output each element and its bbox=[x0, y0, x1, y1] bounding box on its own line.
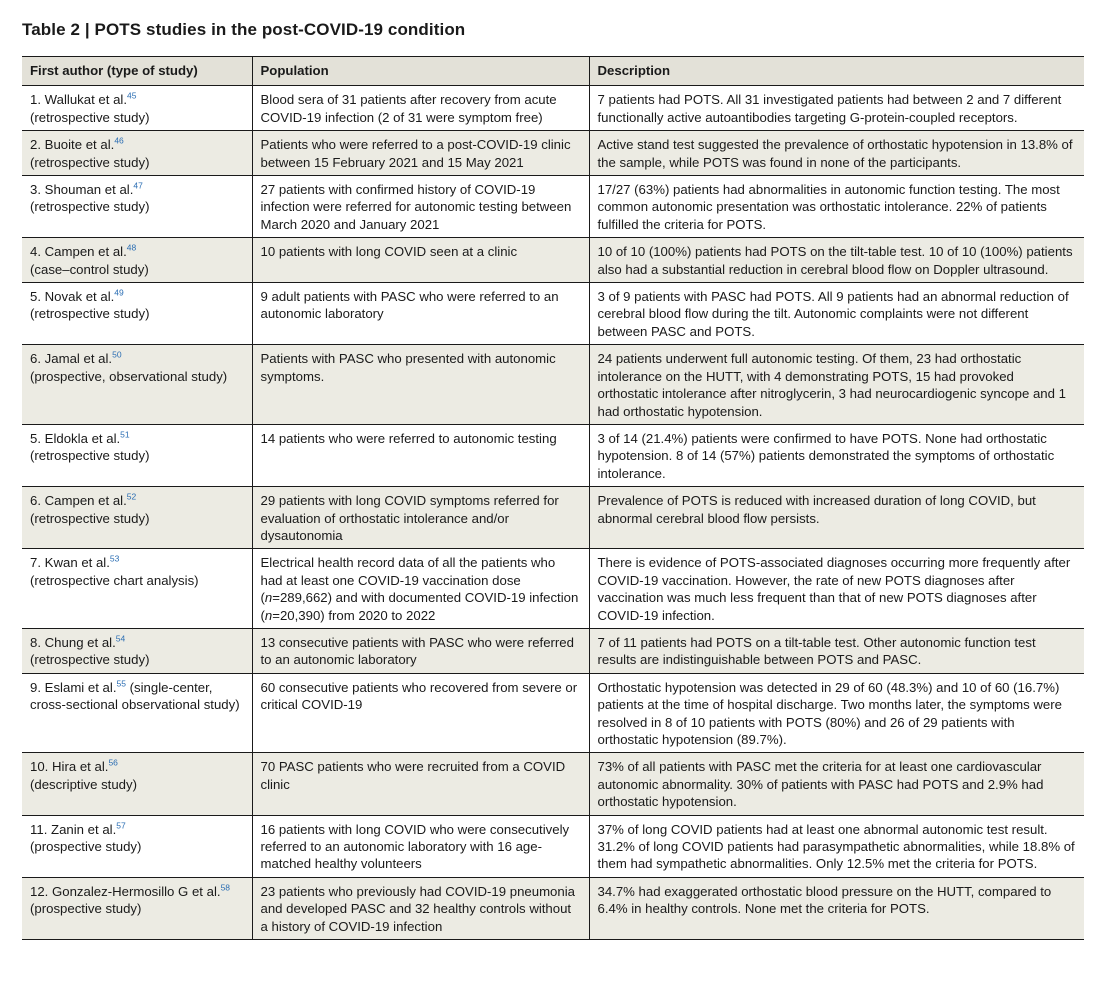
table-row bbox=[22, 815, 1084, 877]
table-row bbox=[22, 283, 1084, 345]
table-row bbox=[22, 549, 1084, 629]
description-cell: 7 of 11 patients had POTS on a tilt-table test. Other autonomic function test results are indistinguishable between POTS and PASC. bbox=[589, 628, 1084, 673]
author-cell bbox=[22, 283, 252, 345]
table-row bbox=[22, 345, 1084, 425]
reference-number: 55 bbox=[116, 678, 126, 689]
study-type: (prospective study) bbox=[30, 901, 142, 917]
description-cell: 24 patients underwent full autonomic testing. Of them, 23 had orthostatic intolerance on the HUTT, with 4 demonstrating POTS, 15 had provoked orthostatic intolerance after nitroglycerin, 3 had neurocardiogenic syncope and 1 had orthostatic hypotension. bbox=[589, 345, 1084, 425]
author-cell bbox=[22, 753, 252, 815]
author-cell bbox=[22, 238, 252, 283]
reference-number: 56 bbox=[108, 758, 118, 769]
table-row bbox=[22, 424, 1084, 486]
author-name: 7. Kwan et al. bbox=[30, 555, 110, 571]
table-header-row bbox=[22, 57, 1084, 86]
author-name: 5. Novak et al. bbox=[30, 289, 115, 305]
author-cell bbox=[22, 487, 252, 549]
population-cell: 16 patients with long COVID who were consecutively referred to an autonomic laboratory with 16 age-matched healthy volunteers bbox=[252, 815, 589, 877]
description-cell: 7 patients had POTS. All 31 investigated patients had between 2 and 7 different functionally active autoantibodies targeting G-protein-coupled receptors. bbox=[589, 86, 1084, 131]
study-type: (retrospective study) bbox=[30, 448, 150, 464]
header-first-author: First author (type of study) bbox=[22, 57, 252, 86]
author-name: 3. Shouman et al. bbox=[30, 182, 134, 198]
author-name: 1. Wallukat et al. bbox=[30, 92, 127, 108]
author-name: 12. Gonzalez-Hermosillo G et al. bbox=[30, 883, 221, 899]
population-n-symbol: n bbox=[264, 590, 273, 606]
author-cell bbox=[22, 176, 252, 238]
reference-number: 58 bbox=[220, 882, 231, 893]
description-cell: 34.7% had exaggerated orthostatic blood pressure on the HUTT, compared to 6.4% in healthy controls. None met the criteria for POTS. bbox=[589, 877, 1084, 939]
population-cell: 23 patients who previously had COVID-19 pneumonia and developed PASC and 32 healthy controls without a history of COVID-19 infection bbox=[252, 877, 589, 939]
table-row bbox=[22, 176, 1084, 238]
population-text: =289,662) and with documented COVID-19 infection ( bbox=[260, 590, 579, 623]
pots-studies-table bbox=[22, 56, 1084, 940]
table-title: Table 2 | POTS studies in the post-COVID-19 condition bbox=[22, 20, 466, 39]
description-cell: 37% of long COVID patients had at least one abnormal autonomic test result. 31.2% of long COVID patients had parasympathetic abnormalities, while 18.8% of them had sympathetic abnormalities. Only 12.5% met the criteria for POTS. bbox=[589, 815, 1084, 877]
population-cell: Blood sera of 31 patients after recovery from acute COVID-19 infection (2 of 31 were symptom free) bbox=[252, 86, 589, 131]
author-cell bbox=[22, 628, 252, 673]
author-name: 4. Campen et al. bbox=[30, 244, 127, 260]
study-type: (retrospective study) bbox=[30, 652, 150, 668]
population-cell: 27 patients with confirmed history of COVID-19 infection were referred for autonomic testing between March 2020 and January 2021 bbox=[252, 176, 589, 238]
description-cell: 3 of 9 patients with PASC had POTS. All 9 patients had an abnormal reduction of cerebral blood flow during the tilt. Autonomic complaints were not different between PASC and POTS. bbox=[589, 283, 1084, 345]
author-name: 5. Eldokla et al. bbox=[30, 430, 121, 446]
table-row bbox=[22, 131, 1084, 176]
reference-number: 49 bbox=[114, 287, 124, 298]
description-cell: 10 of 10 (100%) patients had POTS on the tilt-table test. 10 of 10 (100%) patients also had a substantial reduction in cerebral blood flow on Doppler ultrasound. bbox=[589, 238, 1084, 283]
reference-number: 47 bbox=[133, 180, 143, 191]
study-type: (prospective study) bbox=[30, 839, 142, 855]
header-description: Description bbox=[589, 57, 1084, 86]
reference-number: 57 bbox=[116, 820, 126, 831]
study-type: (descriptive study) bbox=[30, 776, 138, 792]
author-cell bbox=[22, 86, 252, 131]
study-type: (case–control study) bbox=[30, 261, 149, 277]
author-name: 10. Hira et al. bbox=[30, 759, 109, 775]
study-type: (retrospective study) bbox=[30, 510, 150, 526]
study-type: (retrospective study) bbox=[30, 199, 150, 215]
population-cell: 70 PASC patients who were recruited from a COVID clinic bbox=[252, 753, 589, 815]
author-cell bbox=[22, 131, 252, 176]
reference-number: 51 bbox=[120, 429, 130, 440]
table-row bbox=[22, 487, 1084, 549]
author-cell bbox=[22, 877, 252, 939]
header-population: Population bbox=[252, 57, 589, 86]
population-cell: 14 patients who were referred to autonomic testing bbox=[252, 424, 589, 486]
table-row bbox=[22, 673, 1084, 753]
author-name: 11. Zanin et al. bbox=[30, 821, 117, 837]
population-text: =20,390) from 2020 to 2022 bbox=[272, 607, 436, 623]
author-cell bbox=[22, 549, 252, 629]
reference-number: 48 bbox=[126, 242, 137, 253]
table-row bbox=[22, 238, 1084, 283]
reference-number: 54 bbox=[115, 633, 126, 644]
author-name: 2. Buoite et al. bbox=[30, 137, 115, 153]
author-name: 9. Eslami et al. bbox=[30, 679, 117, 695]
description-cell: Active stand test suggested the prevalence of orthostatic hypotension in 13.8% of the sample, while POTS was found in none of the participants. bbox=[589, 131, 1084, 176]
study-type: (retrospective study) bbox=[30, 109, 150, 125]
population-cell: 10 patients with long COVID seen at a clinic bbox=[252, 238, 589, 283]
author-cell bbox=[22, 815, 252, 877]
description-cell: There is evidence of POTS-associated diagnoses occurring more frequently after COVID-19 vaccination. However, the rate of new POTS diagnoses after vaccination was much less frequent than that of new POTS diagnoses after COVID-19 infection. bbox=[589, 549, 1084, 629]
study-type: (retrospective study) bbox=[30, 154, 150, 170]
description-cell: 73% of all patients with PASC met the criteria for at least one cardiovascular autonomic abnormality. 30% of patients with PASC had POTS and 2.9% had orthostatic hypotension. bbox=[589, 753, 1084, 815]
description-cell: Orthostatic hypotension was detected in 29 of 60 (48.3%) and 10 of 60 (16.7%) patients at the time of hospital discharge. Two months later, the symptoms were resolved in 8 of 10 patients with POTS (80%) and 26 of 29 patients with orthostatic hypotension (89.7%). bbox=[589, 673, 1084, 753]
author-cell bbox=[22, 673, 252, 753]
author-name: 6. Campen et al. bbox=[30, 493, 127, 509]
table-row bbox=[22, 753, 1084, 815]
study-type: (single-center, cross-sectional observational study) bbox=[30, 679, 240, 713]
table-row bbox=[22, 86, 1084, 131]
author-name: 6. Jamal et al. bbox=[30, 351, 113, 367]
author-cell bbox=[22, 424, 252, 486]
table-row bbox=[22, 628, 1084, 673]
reference-number: 53 bbox=[109, 553, 120, 564]
author-cell bbox=[22, 345, 252, 425]
reference-number: 50 bbox=[112, 349, 122, 360]
description-cell: 3 of 14 (21.4%) patients were confirmed to have POTS. None had orthostatic hypotension. 8 of 14 (57%) patients demonstrated the symptoms of orthostatic intolerance. bbox=[589, 424, 1084, 486]
study-type: (prospective, observational study) bbox=[30, 368, 228, 384]
population-cell: 13 consecutive patients with PASC who were referred to an autonomic laboratory bbox=[252, 628, 589, 673]
table-row bbox=[22, 877, 1084, 939]
reference-number: 46 bbox=[114, 135, 124, 146]
population-cell: Patients who were referred to a post-COVID-19 clinic between 15 February 2021 and 15 May 2021 bbox=[252, 131, 589, 176]
description-cell: Prevalence of POTS is reduced with increased duration of long COVID, but abnormal cerebral blood flow persists. bbox=[589, 487, 1084, 549]
author-name: 8. Chung et al. bbox=[30, 634, 116, 650]
population-cell bbox=[252, 549, 589, 629]
population-cell: 29 patients with long COVID symptoms referred for evaluation of orthostatic intolerance and/or dysautonomia bbox=[252, 487, 589, 549]
study-type: (retrospective study) bbox=[30, 306, 150, 322]
population-text: Electrical health record data of all the patients who had at least one COVID-19 vaccination dose ( bbox=[260, 555, 556, 606]
population-n-symbol: n bbox=[264, 607, 273, 623]
description-cell: 17/27 (63%) patients had abnormalities in autonomic function testing. The most common autonomic presentation was orthostatic intolerance. 22% of patients fulfilled the criteria for POTS. bbox=[589, 176, 1084, 238]
population-cell: 9 adult patients with PASC who were referred to an autonomic laboratory bbox=[252, 283, 589, 345]
population-cell: Patients with PASC who presented with autonomic symptoms. bbox=[252, 345, 589, 425]
study-type: (retrospective chart analysis) bbox=[30, 572, 199, 588]
reference-number: 45 bbox=[127, 91, 137, 102]
population-cell: 60 consecutive patients who recovered from severe or critical COVID-19 bbox=[252, 673, 589, 753]
reference-number: 52 bbox=[126, 491, 137, 502]
